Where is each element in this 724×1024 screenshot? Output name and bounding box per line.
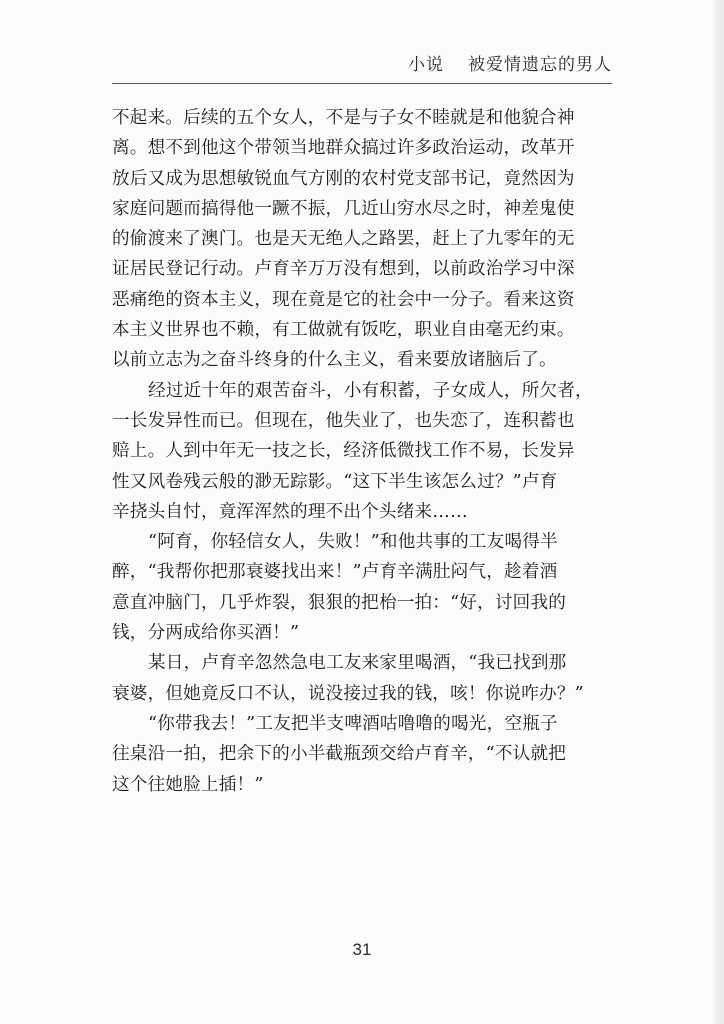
header-section: 小说 <box>408 55 444 75</box>
text-line: 放后又成为思想敏锐血气方刚的农村党支部书记，竟然因为 <box>112 168 575 189</box>
page-edge-shadow <box>714 0 724 1024</box>
text-line: 一长发异性而已。但现在，他失业了，也失恋了，连积蓄也 <box>112 410 575 431</box>
text-line: 以前立志为之奋斗终身的什么主义，看来要放诸脑后了。 <box>112 350 557 371</box>
running-header <box>408 50 612 75</box>
text-line: 恶痛绝的资本主义，现在竟是它的社会中一分子。看来这资 <box>112 289 575 310</box>
text-line: 不起来。后续的五个女人，不是与子女不睦就是和他貌合神 <box>112 108 575 128</box>
text-line: 钱，分两成给你买酒！” <box>112 623 300 644</box>
text-line: 的偷渡来了澳门。也是天无绝人之路罢，赶上了九零年的无 <box>112 229 575 250</box>
paragraph-start-line: “阿育，你轻信女人，失败！”和他共事的工友喝得半 <box>148 532 558 553</box>
header-rule <box>112 83 612 84</box>
text-line: 本主义世界也不赖，有工做就有饭吃，职业自由毫无约束。 <box>112 320 575 341</box>
text-line: 性又风卷残云般的渺无踪影。“这下半生该怎么过？”卢育 <box>112 471 558 492</box>
text-line: 赔上。人到中年无一技之长，经济低微找工作不易，长发异 <box>112 441 575 462</box>
body-text <box>112 103 622 800</box>
text-line: 往桌沿一拍，把余下的小半截瓶颈交给卢育辛，“不认就把 <box>112 744 567 765</box>
text-line: 证居民登记行动。卢育辛万万没有想到，以前政治学习中深 <box>112 259 575 280</box>
text-line: 家庭问题而搞得他一蹶不振，几近山穷水尽之时，神差鬼使 <box>112 198 575 219</box>
page-number: 31 <box>352 940 372 959</box>
text-line: 衰婆，但她竟反口不认，说没接过我的钱，咳！你说咋办？” <box>112 683 584 704</box>
paragraph-start-line: 经过近十年的艰苦奋斗，小有积蓄，子女成人，所欠者， <box>148 380 593 401</box>
text-line: 意直冲脑门，几乎炸裂，狠狠的把枱一拍：“好，讨回我的 <box>112 592 567 613</box>
text-line: 离。想不到他这个带领当地群众搞过许多政治运动，改革开 <box>112 138 575 159</box>
text-line: 辛挠头自忖，竟浑浑然的理不出个头绪来…… <box>112 501 468 522</box>
text-line: 这个往她脸上插！” <box>112 774 264 795</box>
paragraph-start-line: “你带我去！”工友把半支啤酒咕噜噜的喝光，空瓶子 <box>148 713 558 734</box>
text-line: 醉，“我帮你把那衰婆找出来！”卢育辛满肚闷气，趁着酒 <box>112 562 558 583</box>
paragraph-start-line: 某日，卢育辛忽然急电工友来家里喝酒，“我已找到那 <box>148 653 567 674</box>
header-title: 被爱情遗忘的男人 <box>468 55 612 75</box>
